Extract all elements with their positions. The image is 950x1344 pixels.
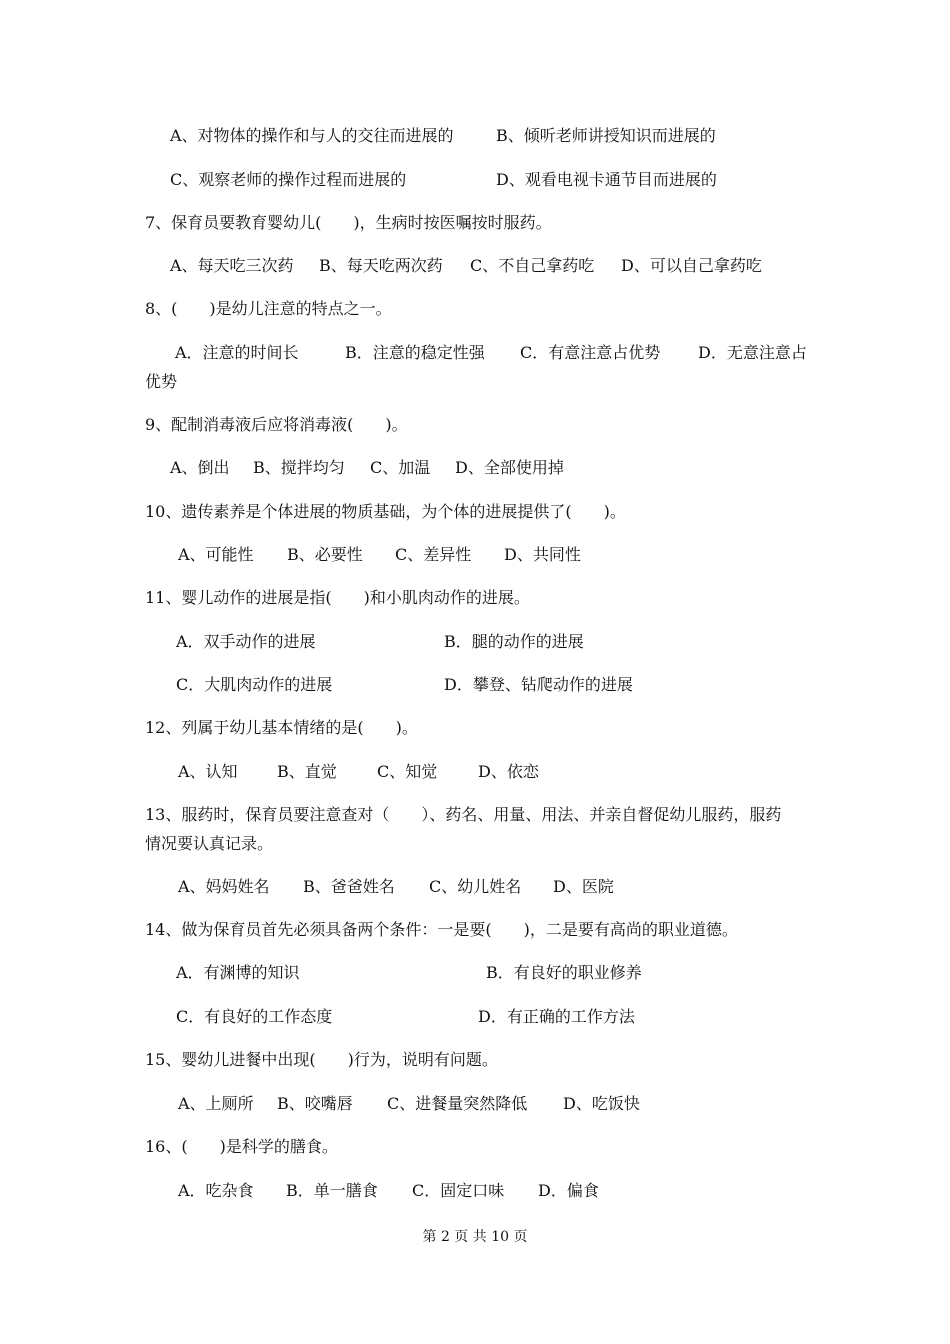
q13-option-d: D、医院 (553, 877, 614, 896)
q11-stem: 11、婴儿动作的进展是指( )和小肌肉动作的进展。 (145, 588, 530, 607)
q6-option-b: B、倾听老师讲授知识而进展的 (496, 126, 716, 145)
q12-option-b: B、直觉 (277, 762, 337, 781)
q11-option-d: D．攀登、钻爬动作的进展 (444, 675, 633, 694)
q10-stem: 10、遗传素养是个体进展的物质基础，为个体的进展提供了( )。 (145, 502, 626, 521)
q9-option-b: B、搅拌均匀 (253, 458, 345, 477)
q11-option-b: B．腿的动作的进展 (444, 632, 584, 651)
q8-stem: 8、( )是幼儿注意的特点之一。 (145, 299, 392, 318)
q16-stem: 16、( )是科学的膳食。 (145, 1137, 338, 1156)
q14-stem: 14、做为保育员首先必须具备两个条件：一是要( )，二是要有高尚的职业道德。 (145, 920, 738, 939)
q15-option-a: A、上厕所 (178, 1094, 254, 1113)
q11-option-a: A．双手动作的进展 (176, 632, 316, 651)
q10-option-c: C、差异性 (395, 545, 472, 564)
q16-option-c: C．固定口味 (412, 1181, 505, 1200)
q13-option-b: B、爸爸姓名 (303, 877, 395, 896)
q13-stem-wrap: 情况要认真记录。 (145, 834, 274, 853)
q16-option-d: D．偏食 (538, 1181, 599, 1200)
q14-option-c: C．有良好的工作态度 (176, 1007, 333, 1026)
q7-option-a: A、每天吃三次药 (170, 256, 294, 275)
q15-stem: 15、婴幼儿进餐中出现( )行为，说明有问题。 (145, 1050, 498, 1069)
q11-option-c: C．大肌肉动作的进展 (176, 675, 333, 694)
q13-option-c: C、幼儿姓名 (429, 877, 522, 896)
page-footer: 第 2 页 共 10 页 (422, 1229, 528, 1245)
q15-option-d: D、吃饭快 (563, 1094, 640, 1113)
q10-option-d: D、共同性 (504, 545, 581, 564)
q10-option-b: B、必要性 (287, 545, 363, 564)
q14-option-a: A．有渊博的知识 (176, 963, 300, 982)
q9-option-a: A、倒出 (170, 458, 230, 477)
q15-option-c: C、进餐量突然降低 (387, 1094, 528, 1113)
q7-option-b: B、每天吃两次药 (319, 256, 443, 275)
q9-stem: 9、配制消毒液后应将消毒液( )。 (145, 415, 408, 434)
q13-option-a: A、妈妈姓名 (178, 877, 270, 896)
q6-option-a: A、对物体的操作和与人的交往而进展的 (170, 126, 454, 145)
q9-option-c: C、加温 (370, 458, 431, 477)
q14-option-b: B．有良好的职业修养 (486, 963, 642, 982)
q12-option-a: A、认知 (178, 762, 238, 781)
q8-option-d: D．无意注意占 (698, 343, 807, 362)
q8-option-a: A．注意的时间长 (175, 343, 299, 362)
q12-option-c: C、知觉 (377, 762, 438, 781)
q8-option-c: C．有意注意占优势 (520, 343, 661, 362)
q10-option-a: A、可能性 (178, 545, 254, 564)
q7-option-d: D、可以自己拿药吃 (621, 256, 762, 275)
q12-stem: 12、列属于幼儿基本情绪的是( )。 (145, 718, 418, 737)
q16-option-b: B．单一膳食 (286, 1181, 378, 1200)
q12-option-d: D、依恋 (478, 762, 539, 781)
q15-option-b: B、咬嘴唇 (277, 1094, 353, 1113)
q6-option-c: C、观察老师的操作过程而进展的 (170, 170, 407, 189)
q14-option-d: D．有正确的工作方法 (478, 1007, 635, 1026)
q8-option-b: B．注意的稳定性强 (345, 343, 485, 362)
q16-option-a: A．吃杂食 (178, 1181, 254, 1200)
q13-stem: 13、服药时，保育员要注意查对（ ）、药名、用量、用法、并亲自督促幼儿服药，服药 (145, 805, 782, 824)
q8-option-d-wrap: 优势 (145, 372, 178, 391)
q7-option-c: C、不自己拿药吃 (470, 256, 595, 275)
q9-option-d: D、全部使用掉 (455, 458, 564, 477)
q6-option-d: D、观看电视卡通节目而进展的 (496, 170, 717, 189)
q7-stem: 7、保育员要教育婴幼儿( )，生病时按医嘱按时服药。 (145, 213, 552, 232)
